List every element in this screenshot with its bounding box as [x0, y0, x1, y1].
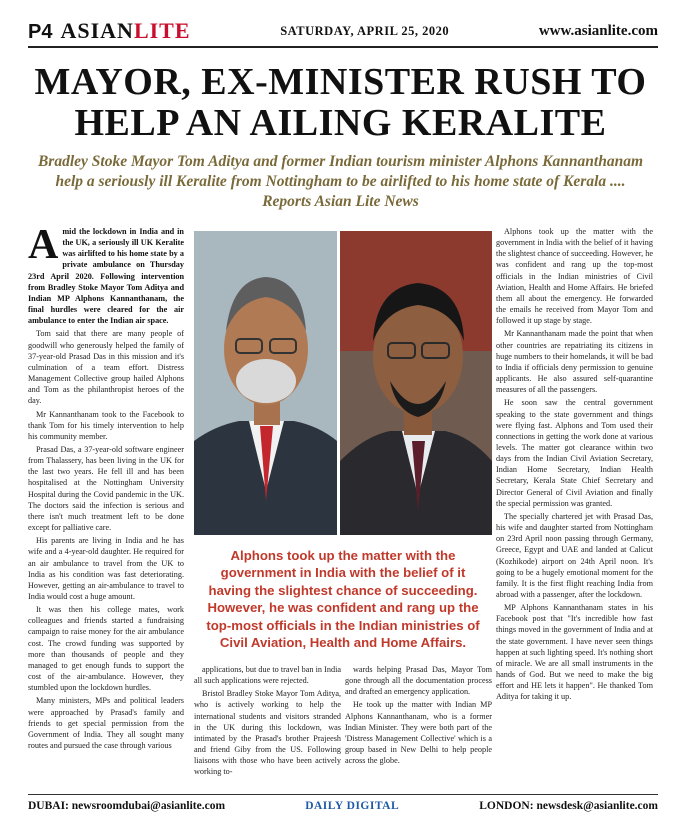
article-paragraph: The specially chartered jet with Prasad Das, his wife and daughter started from Nottingham on 23rd April noon passing through Germany, Greece, Egypt and UAE and landed at Calicut (Kozhikode) airport on 24th April noon. It's going to be a hugely emotional moment for the family. It is the first flight reaching India from abroad with a passenger, after the lockdown. [496, 511, 653, 599]
column-3 [345, 664, 492, 788]
article-paragraph: It was then his college mates, work colleagues and friends started a fundraising campaign to raise money for the air ambulance cost. The crowd funding was supported by more than thousands of people and they managed to get enough funds to support the cost of the air-ambulance. However, they stumbled upon the lockdown hurdles. [28, 605, 184, 693]
article-paragraph: Mr Kannanthanam took to the Facebook to thank Tom for his timely intervention to help his community member. [28, 409, 184, 441]
column-1-body [28, 328, 184, 751]
top-rule [28, 46, 658, 48]
article-paragraph: wards helping Prasad Das, Mayor Tom gone through all the documentation process and drafted an emergency application. [345, 665, 492, 697]
article-paragraph: MP Alphons Kannanthanam states in his Facebook post that "It's incredible how fast things moved in the government of India and at the state government. I have never seen things happen at such lighting speed. It's nothing short of miracle. We are all small instruments in the hands of God. But we need to make the big effort and HE lets it happen". He thanked Tom Aditya for taking it up. [496, 603, 653, 702]
photo-tom-aditya [340, 231, 492, 535]
page-number: P4 [28, 21, 53, 43]
standfirst: Bradley Stoke Mayor Tom Aditya and former Indian tourism minister Alphons Kannanthanam help a seriously ill Keralite from Nottingham to be airlifted to his home state of Kerala .... Reports Asian Lite News [37, 153, 644, 210]
headline: MAYOR, EX-MINISTER RUSH TO HELP AN AILING KERALITE [34, 61, 647, 144]
footer-edition: DAILY DIGITAL [305, 800, 400, 812]
article-paragraph: Prasad Das, a 37-year-old software engineer from Thalassery, has been living in the UK for the last two years. He fell ill and has been hospitalised at the Nottingham University Hospital during the Covid pandemic in the UK. The doctors said the infection is serious and there isn't much treatment left to be done except for palliative care. [28, 444, 184, 533]
column-2 [194, 664, 341, 788]
issue-date: SATURDAY, APRIL 25, 2020 [280, 23, 450, 38]
masthead-left [28, 18, 191, 44]
photo-alphons-kannanthanam [194, 231, 337, 535]
website-link[interactable]: www.asianlite.com [538, 22, 658, 39]
bottom-rule [28, 794, 658, 795]
pull-quote: Alphons took up the matter with the government in India with the belief of it having the slightest chance of succeeding. However, he was confident and rang up the top-most officials in the Indian ministries of Civil Aviation, Health and Home Affairs. [206, 548, 480, 651]
article-paragraph: He soon saw the central government speaking to the state government and things were flying fast. Alphons and Tom used their connections in getting the work done at various levels. The matter got clearance within two days from the Indian Civil Aviation Secretary, Indian Home Secretary, Indian Health Secretary, Kerala State Chief Secretary and Director General of Civil Aviation and finally the special permission was granted. [496, 398, 653, 508]
logo-asian: ASIAN [60, 18, 134, 43]
intro-text: mid the lockdown in India and in the UK, a seriously ill UK Keralite was airlifted to his home state by a private ambulance on Thursday 23rd April 2020. Following intervention from Bradley Stoke Mayor Tom Aditya and Indian MP Alphons Kannanthanam, the final hurdles were cleared for the air ambulance to enter the Indian air space. [28, 227, 184, 326]
article-paragraph: Alphons took up the matter with the government in India with the belief of it having the slightest chance of succeeding. However, he was confident and rang up the top-most officials in the Indian ministries of Civil Aviation, Health and Home Affairs. He briefed them all about the emergency. He forwarded the emails he received from Mayor Tom and followed it up stage by stage. [496, 227, 653, 326]
article-paragraph: Many ministers, MPs and political leaders were approached by Prasad's family and friends to get special permission from the Government of India. They all sought many routes and pursued the case through various [28, 696, 184, 751]
logo-lite: LITE [133, 18, 191, 43]
portrait-2 [340, 231, 492, 535]
intro-paragraph [28, 226, 184, 326]
article-paragraph: He took up the matter with Indian MP Alphons Kannanthanam, who is a former Indian Minister. They were both part of the 'Distress Management Collective' which is a group based in New Delhi to help people across the globe. [345, 700, 492, 766]
footer-dubai-email[interactable]: DUBAI: newsroomdubai@asianlite.com [28, 800, 226, 812]
article-paragraph: Tom said that there are many people of goodwill who generously helped the family of 37-year-old Prasad Das in this mission and it's culmination of a team effort. Distress Management Collective group hailed Alphons and Tom as the philanthropist heroes of the day. [28, 329, 184, 406]
article-paragraph: applications, but due to travel ban in India all such applications were rejected. [194, 665, 341, 686]
article-paragraph: His parents are living in India and he has wife and a 4-year-old daughter. He required for an air ambulance to travel from the UK to India as his condition was fast deteriorating. However, getting an air-ambulance to travel to India would cost a huge amount. [28, 536, 184, 601]
article-paragraph: Mr Kannanthanam made the point that when other countries are repatriating its citizens in huge numbers to their homelands, it will be bad to India if officials deny permission to genuine applicants. He also assured self-quarantine measures of all the passengers. [496, 329, 653, 395]
article-paragraph: Bristol Bradley Stoke Mayor Tom Aditya, who is actively working to help the international students and visitors stranded in the UK during this lockdown, was intimated by the Prasad's brother Prajeesh and friend Giby from the US. Following liaisons with those who have been actively working to- [194, 689, 341, 777]
masthead [28, 18, 658, 44]
drop-cap: A [28, 226, 59, 268]
portrait-1 [194, 231, 337, 535]
footer-london-email[interactable]: LONDON: newsdesk@asianlite.com [479, 800, 658, 812]
column-1 [28, 226, 184, 786]
column-4 [496, 226, 653, 786]
footer [28, 800, 658, 812]
logo [60, 18, 190, 44]
